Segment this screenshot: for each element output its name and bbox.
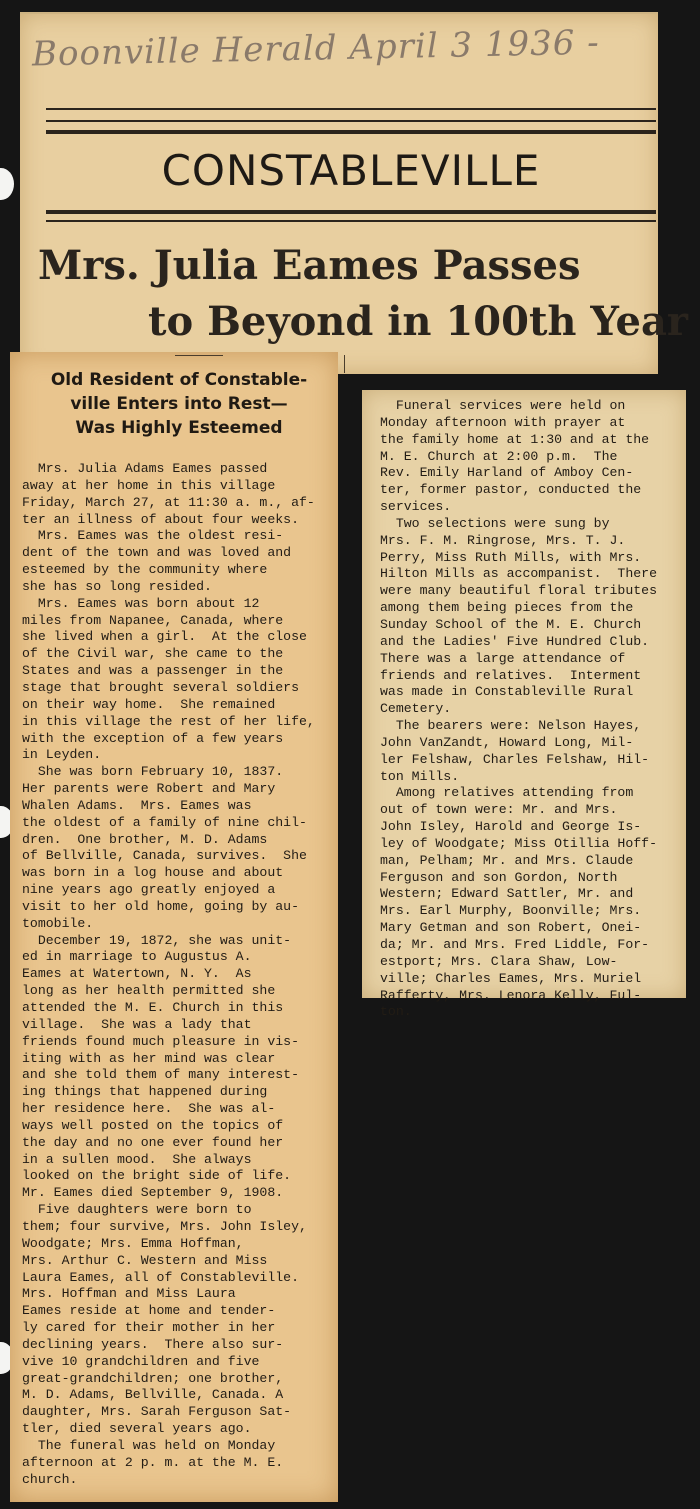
article-text-line: stage that brought several soldiers (22, 679, 299, 695)
article-text-line: Eames reside at home and tender- (22, 1303, 276, 1319)
article-text-line: Mrs. Earl Murphy, Boonville; Mrs. (380, 903, 642, 919)
article-text-line: Ferguson and son Gordon, North (380, 869, 618, 885)
article-text-line: the family home at 1:30 and at the (380, 431, 650, 447)
article-text-line: ter an illness of about four weeks. (22, 511, 299, 527)
rule-line (46, 108, 656, 110)
article-text-line: Mrs. Eames was born about 12 (22, 595, 260, 611)
article-text-line: her residence here. She was al- (22, 1101, 276, 1117)
article-text-line: she has so long resided. (22, 578, 212, 594)
article-text-line: the day and no one ever found her (22, 1134, 284, 1150)
article-text-line: December 19, 1872, she was unit- (22, 932, 292, 948)
rule-line (46, 210, 656, 214)
article-text-line: man, Pelham; Mr. and Mrs. Claude (380, 852, 634, 868)
article-text-line: Eames at Watertown, N. Y. As (22, 966, 252, 982)
article-text-line: There was a large attendance of (380, 650, 626, 666)
article-text-line: Mary Getman and son Robert, Onei- (380, 920, 642, 936)
article-text-line: on their way home. She remained (22, 696, 276, 712)
article-text-line: she lived when a girl. At the close (22, 629, 307, 645)
article-text-line: attended the M. E. Church in this (22, 1000, 284, 1015)
article-text-line: dent of the town and was loved and (22, 545, 292, 561)
article-text-line: M. E. Church at 2:00 p.m. The (380, 448, 618, 464)
article-text-line: Funeral services were held on (380, 398, 626, 413)
subhead-line: Was Highly Esteemed (75, 418, 283, 438)
article-text-line: Mr. Eames died September 9, 1908. (22, 1185, 284, 1201)
article-text-line: ly cared for their mother in her (22, 1320, 276, 1336)
article-text-line: and the Ladies' Five Hundred Club. (380, 633, 650, 649)
article-text-line: visit to her old home, going by au- (22, 898, 299, 914)
rule-line (46, 130, 656, 134)
article-text-line: John Isley, Harold and George Is- (380, 819, 642, 835)
article-text-line: estport; Mrs. Clara Shaw, Low- (380, 953, 618, 969)
article-text-line: them; four survive, Mrs. John Isley, (22, 1218, 307, 1234)
article-text-line: of Bellville, Canada, survives. She (22, 848, 307, 864)
article-text-line: She was born February 10, 1837. (22, 764, 284, 780)
subhead-line: ville Enters into Rest— (70, 394, 288, 414)
article-text-line: The funeral was held on Monday (22, 1437, 276, 1453)
article-text-line: with the exception of a few years (22, 730, 284, 746)
article-right-column (380, 398, 680, 1021)
rule-line (46, 220, 656, 222)
handwritten-source-note: Boonville Herald April 3 1936 - (31, 22, 601, 75)
article-text-line: Cemetery. (380, 701, 452, 717)
article-text-line: Sunday School of the M. E. Church (380, 616, 642, 632)
article-text-line: vive 10 grandchildren and five (22, 1353, 260, 1369)
article-text-line: Rafferty, Mrs. Lenora Kelly, Ful- (380, 987, 642, 1003)
subhead-line: Old Resident of Constable- (50, 370, 308, 390)
article-text-line: out of town were: Mr. and Mrs. (380, 802, 618, 818)
article-text-line: Perry, Miss Ruth Mills, with Mrs. (380, 549, 642, 565)
article-text-line: dren. One brother, M. D. Adams (22, 831, 268, 847)
article-text-line: Five daughters were born to (22, 1202, 252, 1218)
article-text-line: in a sullen mood. She always (22, 1151, 252, 1167)
article-text-line: nine years ago greatly enjoyed a (22, 882, 276, 898)
article-text-line: the oldest of a family of nine chil- (22, 814, 307, 830)
article-text-line: Whalen Adams. Mrs. Eames was (22, 797, 252, 813)
article-text-line: The bearers were: Nelson Hayes, (380, 718, 642, 734)
rule-line (175, 355, 223, 356)
headline-line-1: Mrs. Julia Eames Passes (38, 242, 581, 289)
article-text-line: was made in Constableville Rural (380, 684, 634, 700)
article-text-line: Mrs. Hoffman and Miss Laura (22, 1286, 236, 1302)
article-text-line: Woodgate; Mrs. Emma Hoffman, (22, 1235, 244, 1251)
article-text-line: ton Mills. (380, 768, 460, 784)
article-text-line: Rev. Emily Harland of Amboy Cen- (380, 465, 634, 481)
headline (38, 238, 688, 350)
article-text-line: among them being pieces from the (380, 600, 634, 616)
article-text-line: Mrs. F. M. Ringrose, Mrs. T. J. (380, 532, 626, 548)
article-text-line: afternoon at 2 p. m. at the M. E. (22, 1454, 284, 1470)
article-text-line: ler Felshaw, Charles Felshaw, Hil- (380, 751, 650, 767)
article-text-line: friends and relatives. Interment (380, 667, 642, 683)
rule-line (46, 120, 656, 122)
article-text-line: declining years. There also sur- (22, 1336, 284, 1352)
article-text-line: Hilton Mills as accompanist. There (380, 566, 657, 582)
article-text-line: iting with as her mind was clear (22, 1050, 276, 1066)
article-text-line: were many beautiful floral tributes (380, 583, 657, 599)
article-text-line: ed in marriage to Augustus A. (22, 949, 252, 965)
article-text-line: miles from Napanee, Canada, where (22, 612, 284, 628)
headline-line-2: to Beyond in 100th Year (148, 298, 688, 345)
article-text-line: looked on the bright side of life. (22, 1168, 292, 1184)
article-text-line: Friday, March 27, at 11:30 a. m., af- (22, 494, 315, 510)
article-text-line: great-grandchildren; one brother, (22, 1370, 284, 1386)
article-text-line: M. D. Adams, Bellville, Canada. A (22, 1387, 284, 1403)
article-text-line: da; Mr. and Mrs. Fred Liddle, For- (380, 937, 650, 952)
binder-hole (0, 168, 14, 200)
article-text-line: church. (22, 1471, 78, 1487)
article-text-line: Mrs. Arthur C. Western and Miss (22, 1252, 268, 1268)
article-text-line: and she told them of many interest- (22, 1067, 299, 1083)
article-text-line: Laura Eames, all of Constableville. (22, 1269, 299, 1285)
article-text-line: Two selections were sung by (380, 515, 610, 531)
article-text-line: services. (380, 499, 452, 515)
article-text-line: Mrs. Eames was the oldest resi- (22, 528, 284, 544)
article-text-line: ter, former pastor, conducted the (380, 482, 642, 498)
article-text-line: long as her health permitted she (22, 983, 276, 999)
article-text-line: tomobile. (22, 915, 94, 931)
article-text-line: in this village the rest of her life, (22, 713, 315, 729)
article-text-line: ville; Charles Eames, Mrs. Muriel (380, 970, 642, 986)
article-text-line: village. She was a lady that (22, 1016, 252, 1032)
article-text-line: ing things that happened during (22, 1084, 268, 1100)
article-text-line: was born in a log house and about (22, 865, 284, 881)
article-text-line: daughter, Mrs. Sarah Ferguson Sat- (22, 1404, 292, 1420)
section-title: CONSTABLEVILLE (161, 146, 541, 195)
article-text-line: States and was a passenger in the (22, 663, 284, 679)
article-left-column (22, 461, 334, 1488)
article-text-line: away at her home in this village (22, 477, 276, 493)
article-text-line: ton. (380, 1004, 412, 1020)
article-text-line: esteemed by the community where (22, 562, 268, 578)
article-text-line: Monday afternoon with prayer at (380, 414, 626, 430)
article-text-line: Among relatives attending from (380, 785, 634, 801)
article-text-line: John VanZandt, Howard Long, Mil- (380, 734, 634, 750)
article-text-line: ways well posted on the topics of (22, 1117, 284, 1133)
article-text-line: Western; Edward Sattler, Mr. and (380, 886, 634, 902)
article-text-line: Mrs. Julia Adams Eames passed (22, 461, 268, 476)
subheadline (20, 368, 338, 440)
article-text-line: ley of Woodgate; Miss Otillia Hoff- (380, 835, 657, 851)
article-text-line: tler, died several years ago. (22, 1421, 252, 1437)
article-text-line: friends found much pleasure in vis- (22, 1033, 299, 1049)
article-text-line: in Leyden. (22, 747, 102, 763)
column-rule (344, 355, 345, 373)
article-text-line: of the Civil war, she came to the (22, 646, 284, 662)
article-text-line: Her parents were Robert and Mary (22, 781, 276, 797)
